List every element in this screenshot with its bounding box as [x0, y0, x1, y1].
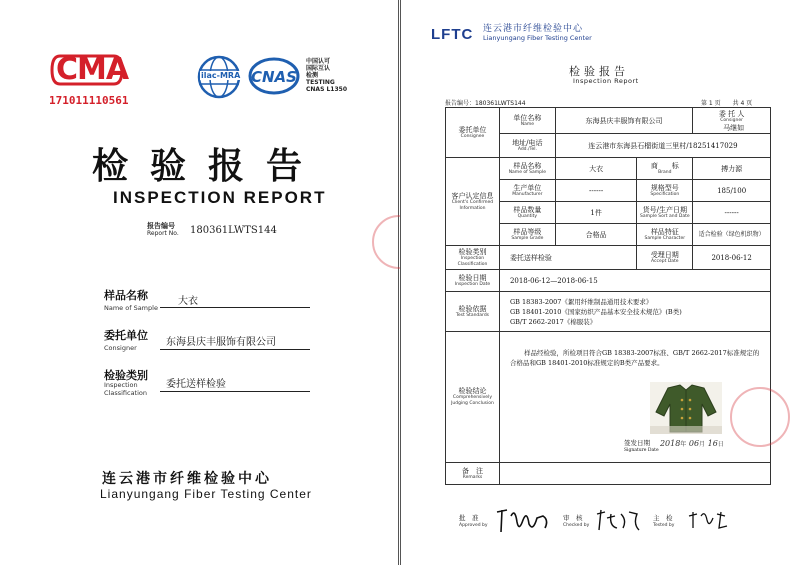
- field-sample-name-label: [104, 290, 158, 314]
- report-page: [400, 0, 800, 565]
- official-seal-icon: [730, 387, 790, 447]
- table-row: [446, 270, 771, 292]
- checker-signature: [593, 506, 645, 534]
- date-day: 16: [707, 439, 718, 448]
- cover-title-en: INSPECTION REPORT: [113, 188, 327, 207]
- client-info-label: [637, 224, 693, 246]
- label-en: Sample Sort and Date: [640, 213, 690, 219]
- cnas-info-line: TESTING: [306, 79, 335, 86]
- consigner-group-label: [446, 108, 500, 158]
- approver-signature: [493, 502, 555, 536]
- label-en: Remarks: [462, 474, 483, 480]
- consigner-name-label: [499, 108, 555, 134]
- report-no-line: [445, 98, 526, 107]
- cnas-info: [306, 58, 347, 93]
- label-cn: 货号/生产日期: [642, 205, 687, 214]
- standard-item: GB 18401-2010《国家纺织产品基本安全技术规范》(B类): [509, 307, 682, 316]
- label-cn: 生产单位: [513, 183, 542, 192]
- cnas-logo: [248, 56, 300, 96]
- cnas-info-line: CNAS L1350: [306, 86, 348, 93]
- page-info: 第 1 页 共 4 页: [701, 100, 753, 107]
- label-en: Name of Sample: [508, 169, 547, 175]
- header-center-name-cn: 连云港市纤维检验中心: [483, 24, 584, 34]
- label-cn: 批 准: [459, 514, 479, 522]
- report-no-value: 180361LWTS144: [475, 100, 526, 107]
- client-info-value: 185/100: [693, 180, 771, 202]
- table-row: [446, 292, 771, 332]
- client-info-label: [637, 180, 693, 202]
- label-cn: 地址/电话: [512, 138, 543, 147]
- table-row: [446, 246, 771, 270]
- client-info-value: 合格品: [555, 224, 637, 246]
- date-year: 2018: [659, 439, 681, 448]
- label-en: Accept Date: [651, 258, 679, 264]
- label-en: Inspection Date: [454, 281, 491, 287]
- signature-date-value: [660, 439, 724, 448]
- standards-label: [446, 292, 500, 332]
- field-sample-name-value: 大衣: [178, 296, 198, 307]
- label-en: Inspection Classification: [457, 255, 488, 267]
- cnas-info-line: 国际互认: [306, 65, 331, 72]
- client-info-value: ------: [693, 202, 771, 224]
- standard-item: GB/T 2662-2017《棉服装》: [509, 317, 597, 326]
- client-info-label: [499, 180, 555, 202]
- date-month: 06: [688, 439, 700, 448]
- label-cn: 受理日期: [650, 250, 679, 259]
- date-unit: 日: [717, 441, 724, 448]
- remarks-value: [499, 463, 770, 485]
- label-cn: 样品名称: [513, 161, 542, 170]
- field-inspection-class-value: 委托送样检验: [166, 379, 226, 390]
- label-cn: 检验日期: [458, 273, 487, 282]
- cover-title-cn: 检验报告: [92, 145, 325, 187]
- report-title-en: Inspection Report: [573, 77, 639, 85]
- label-en: Sample Character: [644, 235, 686, 241]
- signature-date-label: [624, 440, 659, 454]
- label-en: Consigner: [720, 117, 743, 123]
- client-info-label: [499, 158, 555, 180]
- label-cn: 检验结论: [458, 387, 487, 395]
- conclusion-label: [446, 332, 500, 463]
- label-en: Specification: [650, 191, 680, 197]
- label-cn: 样品特征: [650, 227, 679, 236]
- inspection-type-label: [446, 246, 500, 270]
- consigner-addr-value: 连云港市东海县石榴街道三里村/18251417029: [555, 134, 770, 158]
- report-no-label-en: Report No.: [147, 230, 179, 237]
- cover-center-name-cn: 连云港市纤维检验中心: [102, 471, 272, 487]
- cover-page: [0, 0, 399, 565]
- cma-logo: [50, 52, 129, 88]
- label-en: Manufacturer: [512, 191, 543, 197]
- field-label-en: Name of Sample: [104, 304, 158, 312]
- report-no-label: 报告编号：: [445, 100, 476, 107]
- table-row: [446, 463, 771, 485]
- field-label-cn: 检验类别: [104, 369, 148, 382]
- client-info-label: [637, 202, 693, 224]
- client-info-group-label: [446, 158, 500, 246]
- client-info-label: [499, 224, 555, 246]
- tested-by-label: [653, 514, 674, 530]
- label-en: Consignee: [460, 133, 485, 139]
- client-info-label: [499, 202, 555, 224]
- cnas-logo-text: CNAS: [251, 68, 297, 86]
- label-cn: 单位名称: [513, 113, 542, 122]
- ilac-mra-logo: [196, 54, 242, 100]
- client-info-value: 大衣: [555, 158, 637, 180]
- client-info-label: [637, 158, 693, 180]
- header-center-name-en: Lianyungang Fiber Testing Center: [483, 34, 592, 42]
- table-row: [446, 158, 771, 180]
- conclusion-text: 样品经检验，所检项目符合GB 18383-2007标准、GB/T 2662-2017标准规定的合格品和GB 18401-2010标准规定的B类产品要求。: [509, 349, 760, 367]
- table-row: [446, 108, 771, 134]
- label-en: Test Standards: [455, 312, 490, 318]
- label-cn: 检验类别: [458, 247, 487, 256]
- tester-signature: [685, 506, 733, 532]
- label-cn: 规格型号: [650, 183, 679, 192]
- cma-logo-text: CMA: [56, 52, 129, 87]
- label-en: Checked by: [563, 523, 590, 528]
- inspection-date-label: [446, 270, 500, 292]
- client-info-value: 适合检验（绿色机织物）: [693, 224, 771, 246]
- field-underline: [160, 349, 310, 350]
- inspection-date-value: 2018-06-12—2018-06-15: [499, 270, 770, 292]
- field-consigner-label: [104, 330, 148, 354]
- cnas-info-line: 检测: [306, 72, 319, 79]
- field-label-cn: 样品名称: [104, 289, 148, 302]
- label-en: Tested by: [653, 523, 675, 528]
- lftc-logo: LFTC: [431, 26, 474, 43]
- accept-date-value: 2018-06-12: [693, 246, 771, 270]
- label-cn: 备 注: [461, 466, 483, 475]
- label-cn: 样品数量: [513, 205, 542, 214]
- label-cn: 审 核: [563, 514, 583, 522]
- label-en: Comprehensively Judging Conclusion: [451, 395, 494, 406]
- date-unit: 年: [680, 441, 687, 448]
- field-underline: [160, 391, 310, 392]
- checked-by-label: [563, 514, 589, 530]
- field-label-en: Consigner: [104, 344, 137, 352]
- label-en: Signature Date: [623, 448, 659, 453]
- cma-number: 171011110561: [49, 94, 129, 107]
- field-label-en: Inspection Classification: [104, 381, 148, 397]
- field-inspection-class-label: [104, 370, 164, 397]
- label-cn: 客户认定信息: [451, 191, 494, 200]
- table-row: [446, 332, 771, 463]
- accept-date-label: [637, 246, 693, 270]
- label-en: Name: [520, 121, 535, 127]
- cover-report-no-label: [147, 222, 179, 238]
- approved-by-label: [459, 514, 488, 530]
- label-en: Approved by: [459, 523, 488, 528]
- field-consigner-value: 东海县庆丰服饰有限公司: [166, 337, 276, 348]
- label-cn: 检验依据: [458, 304, 487, 313]
- label-en: Add./Tel.: [517, 146, 537, 152]
- client-info-value: 搏力源: [693, 158, 771, 180]
- field-label-cn: 委托单位: [104, 329, 148, 342]
- conclusion-cell: [499, 332, 770, 463]
- consigner-person-value: 马继如: [723, 123, 745, 132]
- sample-coat-photo: [650, 382, 722, 434]
- report-title-cn: 检验报告: [569, 65, 629, 78]
- label-en: Client's Confirmed Information: [451, 199, 494, 211]
- date-unit: 月: [699, 441, 706, 448]
- label-cn: 签发日期: [623, 439, 650, 447]
- field-underline: [160, 307, 310, 308]
- client-info-value: 1件: [555, 202, 637, 224]
- label-cn: 样品等级: [513, 227, 542, 236]
- report-header: [483, 25, 592, 43]
- consigner-addr-label: [499, 134, 555, 158]
- label-en: Sample Grade: [511, 235, 544, 241]
- ilac-mra-text: ilac-MRA: [201, 71, 241, 80]
- label-cn: 主 检: [653, 514, 673, 522]
- remarks-label: [446, 463, 500, 485]
- inspection-type-value: 委托送样检验: [499, 246, 636, 270]
- cnas-info-line: 中国认可: [306, 58, 331, 65]
- cover-report-no: 180361LWTS144: [190, 225, 277, 236]
- standards-list: [499, 292, 770, 332]
- report-no-label-cn: 报告编号: [147, 222, 175, 230]
- consigner-name-value: 东海县庆丰服饰有限公司: [555, 108, 692, 134]
- cover-center-name-en: Lianyungang Fiber Testing Center: [100, 487, 312, 501]
- client-info-value: ------: [555, 180, 637, 202]
- report-table: [445, 107, 771, 485]
- label-cn: 商 标: [650, 161, 679, 170]
- label-cn: 委 托 人: [718, 109, 745, 118]
- label-en: Quantity: [517, 213, 538, 219]
- label-en: Brand: [658, 169, 672, 175]
- consigner-person-cell: [693, 108, 771, 134]
- label-cn: 委托单位: [458, 125, 487, 134]
- standard-item: GB 18383-2007《絮用纤维制品通用技术要求》: [509, 297, 653, 306]
